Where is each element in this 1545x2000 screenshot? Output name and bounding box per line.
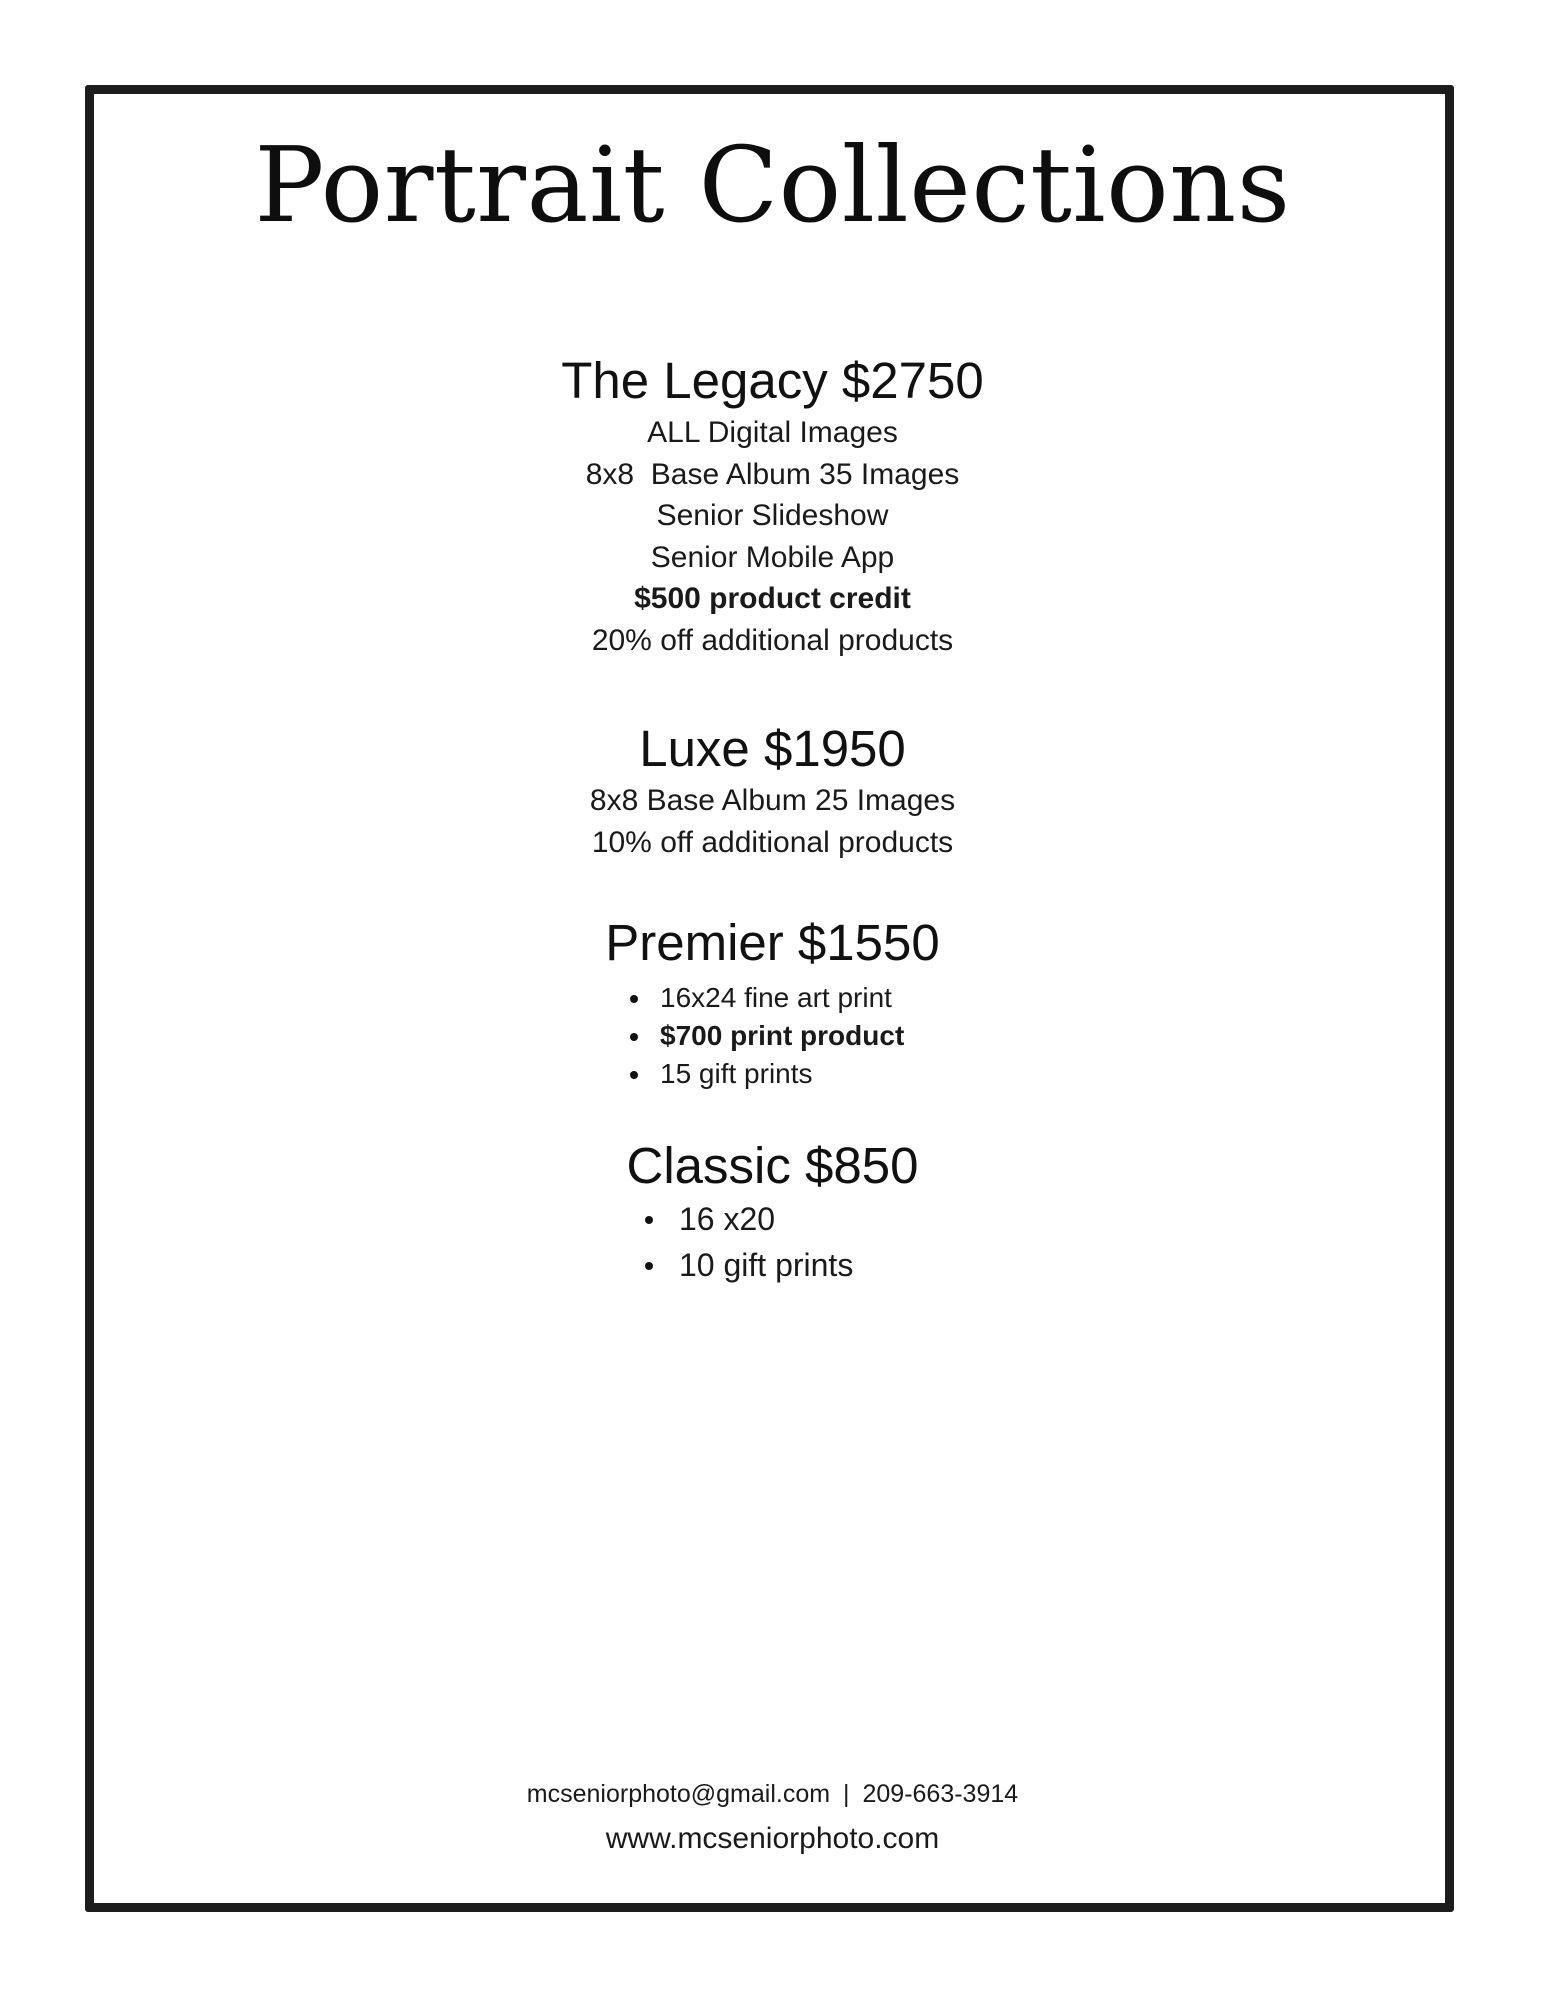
list-item	[630, 1017, 904, 1055]
contact-line	[0, 1780, 1545, 1809]
collection-heading: The Legacy $2750	[561, 352, 984, 409]
bullet-icon	[645, 1262, 653, 1270]
list-item-label: 10 gift prints	[679, 1247, 854, 1283]
collection-heading: Premier $1550	[605, 914, 940, 971]
separator: |	[843, 1780, 850, 1808]
classic-item-list	[645, 1196, 853, 1288]
list-item	[630, 979, 904, 1017]
collection-heading: Classic $850	[626, 1137, 919, 1194]
collection-premier	[0, 912, 1545, 974]
phone-number[interactable]: 209-663-3914	[862, 1780, 1019, 1808]
collection-item: 8x8 Base Album 35 Images	[585, 457, 960, 491]
collection-heading: Luxe $1950	[639, 720, 906, 777]
collection-item: 10% off additional products	[591, 825, 954, 859]
list-item	[645, 1242, 853, 1288]
collection-item: ALL Digital Images	[647, 416, 898, 449]
list-item-label: 16 x20	[679, 1201, 776, 1237]
collection-item: Senior Mobile App	[650, 540, 895, 574]
premier-item-list	[630, 979, 904, 1093]
list-item-label: 15 gift prints	[660, 1058, 813, 1089]
list-item	[645, 1196, 853, 1242]
page-title: Portrait Collections	[254, 124, 1291, 246]
bullet-icon	[645, 1216, 653, 1224]
bullet-icon	[630, 1033, 638, 1041]
list-item-label: 16x24 fine art print	[660, 982, 892, 1013]
collection-item: Senior Slideshow	[656, 499, 889, 532]
list-item	[630, 1055, 904, 1093]
list-item-label: $700 print product	[660, 1020, 905, 1051]
bullet-icon	[630, 1071, 638, 1079]
email-link[interactable]: mcseniorphoto@gmail.com	[526, 1780, 831, 1808]
collection-item-highlight: $500 product credit	[634, 582, 911, 615]
collection-item: 8x8 Base Album 25 Images	[589, 784, 956, 817]
collection-item: 20% off additional products	[591, 623, 954, 657]
bullet-icon	[630, 995, 638, 1003]
collection-luxe	[0, 718, 1545, 863]
website-link[interactable]: www.mcseniorphoto.com	[605, 1822, 940, 1855]
collection-classic	[0, 1135, 1545, 1197]
collection-legacy	[0, 350, 1545, 661]
